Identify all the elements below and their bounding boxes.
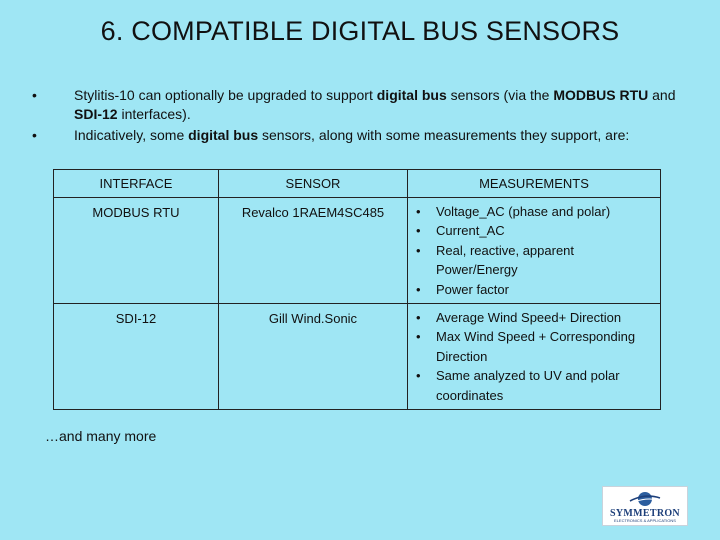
- symmetron-logo: [602, 486, 688, 526]
- bullet-dot-icon: •: [416, 242, 421, 258]
- text-run-bold: digital bus: [188, 127, 259, 143]
- intro-bullets: [32, 86, 682, 145]
- bullet-dot-icon: •: [416, 329, 421, 345]
- cell-measurements: [408, 304, 661, 410]
- header-sensor: SENSOR: [219, 170, 408, 198]
- text-run-bold: digital bus: [376, 87, 447, 103]
- measurement-text: Average Wind Speed+ Direction: [436, 310, 622, 326]
- logo-tagline: ELECTRONICS & APPLICATIONS: [614, 518, 676, 523]
- cell-sensor: Revalco 1RAEM4SC485: [219, 198, 408, 304]
- list-item: [408, 308, 654, 327]
- measurement-list: [408, 304, 660, 409]
- measurement-list: [408, 198, 660, 303]
- list-item: [408, 327, 654, 366]
- measurement-text: Real, reactive, apparent Power/Energy: [436, 242, 575, 278]
- text-run: and: [648, 87, 676, 103]
- bullet-dot-icon: •: [416, 310, 421, 326]
- bullet-dot-icon: •: [32, 87, 37, 103]
- measurement-text: Max Wind Speed + Corresponding Direction: [436, 329, 636, 364]
- text-run: sensors (via the: [446, 87, 554, 103]
- text-run: Indicatively, some: [74, 127, 189, 143]
- bullet-dot-icon: •: [416, 223, 421, 239]
- measurement-text: Voltage_AC (phase and polar): [436, 204, 611, 219]
- bullet-dot-icon: •: [416, 204, 421, 219]
- cell-interface: SDI-12: [54, 304, 219, 410]
- text-run-bold: SDI-12: [74, 106, 118, 122]
- header-measurements: MEASUREMENTS: [408, 170, 661, 198]
- bullet-dot-icon: •: [416, 281, 421, 297]
- list-item: [408, 241, 654, 280]
- measurement-text: Power factor: [436, 281, 509, 297]
- table-header-row: [54, 170, 661, 198]
- measurement-text: Same analyzed to UV and polar coordinates: [436, 368, 620, 403]
- globe-swoosh-icon: [629, 490, 661, 508]
- text-run: Stylitis-10 can optionally be upgraded to support: [74, 87, 377, 103]
- cell-measurements: [408, 198, 661, 304]
- list-item: [408, 221, 654, 240]
- header-interface: INTERFACE: [54, 170, 219, 198]
- table-row: [54, 304, 661, 410]
- page-title: 6. COMPATIBLE DIGITAL BUS SENSORS: [100, 16, 620, 46]
- and-many-more-text: …and many more: [45, 428, 157, 444]
- bullet-item: [32, 126, 682, 145]
- sensors-table: [53, 169, 661, 410]
- bullet-dot-icon: •: [416, 368, 421, 384]
- bullet-dot-icon: •: [32, 127, 37, 143]
- bullet-item: [32, 86, 682, 124]
- measurement-text: Current_AC: [436, 223, 505, 239]
- cell-interface: MODBUS RTU: [54, 198, 219, 304]
- list-item: [408, 202, 654, 221]
- text-run: sensors, along with some measurements they support, are:: [258, 127, 630, 143]
- list-item: [408, 280, 654, 299]
- text-run: interfaces).: [117, 106, 191, 122]
- text-run-bold: MODBUS RTU: [553, 87, 649, 103]
- table-row: [54, 198, 661, 304]
- cell-sensor: Gill Wind.Sonic: [219, 304, 408, 410]
- logo-brand: SYMMETRON: [610, 508, 680, 519]
- list-item: [408, 366, 654, 405]
